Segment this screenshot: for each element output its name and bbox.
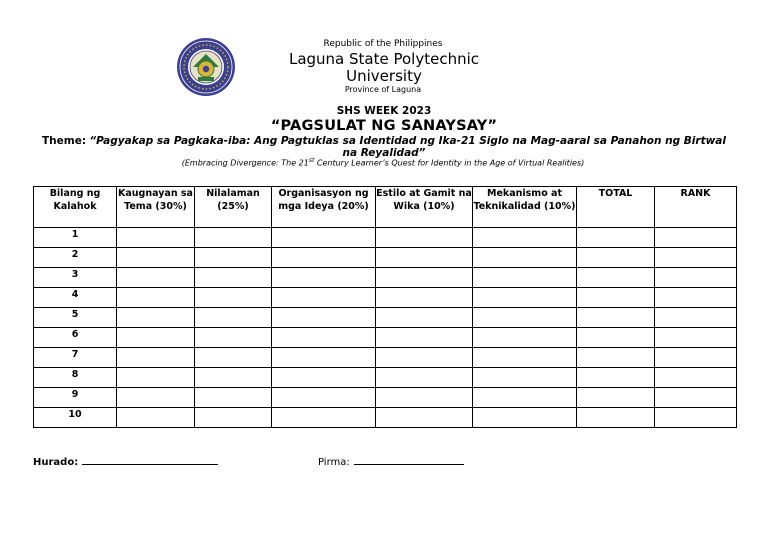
province-label: Province of Laguna bbox=[344, 85, 422, 94]
score-cell[interactable] bbox=[376, 328, 473, 348]
column-header: Nilalaman (25%) bbox=[195, 187, 272, 228]
score-cell[interactable] bbox=[376, 308, 473, 328]
participant-number-cell: 9 bbox=[34, 388, 117, 408]
column-header: Organisasyon ng mga Ideya (20%) bbox=[272, 187, 376, 228]
score-cell[interactable] bbox=[655, 328, 737, 348]
score-cell[interactable] bbox=[272, 388, 376, 408]
participant-number-cell: 4 bbox=[34, 288, 117, 308]
score-cell[interactable] bbox=[655, 308, 737, 328]
judge-label: Hurado: bbox=[33, 457, 79, 468]
score-cell[interactable] bbox=[577, 308, 655, 328]
column-header: Mekanismo at Teknikalidad (10%) bbox=[473, 187, 577, 228]
score-cell[interactable] bbox=[376, 228, 473, 248]
score-cell[interactable] bbox=[473, 268, 577, 288]
university-name-line2: University bbox=[346, 67, 422, 85]
participant-number-cell: 8 bbox=[34, 368, 117, 388]
participant-number-cell: 5 bbox=[34, 308, 117, 328]
participant-number-cell: 2 bbox=[34, 248, 117, 268]
score-cell[interactable] bbox=[195, 408, 272, 428]
score-cell[interactable] bbox=[376, 248, 473, 268]
score-cell[interactable] bbox=[473, 388, 577, 408]
score-cell[interactable] bbox=[195, 288, 272, 308]
translation-pre: (Embracing Divergence: The 21 bbox=[181, 158, 309, 168]
theme-text: “Pagyakap sa Pagkaka-iba: Ang Pagtuklas sa Identidad ng Ika-21 Siglo na Mag-aaral sa Panahon ng Birtwal na Reyalidad” bbox=[89, 135, 726, 159]
score-cell[interactable] bbox=[117, 348, 195, 368]
score-cell[interactable] bbox=[473, 248, 577, 268]
score-cell[interactable] bbox=[272, 368, 376, 388]
table-row bbox=[34, 388, 737, 408]
score-cell[interactable] bbox=[195, 328, 272, 348]
score-cell[interactable] bbox=[655, 388, 737, 408]
table-header-row bbox=[34, 187, 737, 228]
score-cell[interactable] bbox=[577, 228, 655, 248]
score-cell[interactable] bbox=[376, 388, 473, 408]
score-cell[interactable] bbox=[655, 348, 737, 368]
score-cell[interactable] bbox=[272, 248, 376, 268]
score-cell[interactable] bbox=[577, 268, 655, 288]
table-row bbox=[34, 288, 737, 308]
score-cell[interactable] bbox=[272, 228, 376, 248]
contest-title: “PAGSULAT NG SANAYSAY” bbox=[270, 118, 498, 134]
table-row bbox=[34, 228, 737, 248]
score-cell[interactable] bbox=[195, 228, 272, 248]
university-name-line1: Laguna State Polytechnic bbox=[288, 50, 480, 68]
table-row bbox=[34, 308, 737, 328]
score-cell[interactable] bbox=[473, 288, 577, 308]
score-cell[interactable] bbox=[195, 348, 272, 368]
score-cell[interactable] bbox=[376, 288, 473, 308]
score-cell[interactable] bbox=[376, 368, 473, 388]
theme-statement bbox=[40, 135, 728, 159]
score-cell[interactable] bbox=[473, 348, 577, 368]
score-cell[interactable] bbox=[272, 328, 376, 348]
score-cell[interactable] bbox=[473, 408, 577, 428]
table-row bbox=[34, 328, 737, 348]
score-cell[interactable] bbox=[117, 308, 195, 328]
score-cell[interactable] bbox=[473, 328, 577, 348]
score-cell[interactable] bbox=[376, 408, 473, 428]
scoring-table bbox=[33, 186, 737, 428]
republic-label: Republic of the Philippines bbox=[323, 39, 443, 49]
participant-number-cell: 6 bbox=[34, 328, 117, 348]
score-cell[interactable] bbox=[117, 228, 195, 248]
event-title: SHS WEEK 2023 bbox=[336, 105, 432, 117]
score-cell[interactable] bbox=[376, 268, 473, 288]
score-cell[interactable] bbox=[655, 288, 737, 308]
score-cell[interactable] bbox=[655, 408, 737, 428]
score-cell[interactable] bbox=[195, 388, 272, 408]
theme-translation bbox=[0, 157, 766, 168]
score-cell[interactable] bbox=[473, 228, 577, 248]
score-cell[interactable] bbox=[272, 268, 376, 288]
score-cell[interactable] bbox=[577, 368, 655, 388]
table-row bbox=[34, 248, 737, 268]
judge-field bbox=[33, 455, 218, 468]
score-cell[interactable] bbox=[117, 288, 195, 308]
score-cell[interactable] bbox=[117, 408, 195, 428]
signature-label: Pirma: bbox=[318, 457, 350, 468]
score-cell[interactable] bbox=[195, 308, 272, 328]
score-cell[interactable] bbox=[195, 248, 272, 268]
score-cell[interactable] bbox=[655, 268, 737, 288]
score-cell[interactable] bbox=[655, 248, 737, 268]
participant-number-cell: 10 bbox=[34, 408, 117, 428]
table-row bbox=[34, 368, 737, 388]
table-row bbox=[34, 268, 737, 288]
score-cell[interactable] bbox=[195, 368, 272, 388]
score-cell[interactable] bbox=[577, 388, 655, 408]
column-header: TOTAL bbox=[577, 187, 655, 228]
signature-line[interactable] bbox=[354, 455, 464, 465]
score-cell[interactable] bbox=[655, 368, 737, 388]
column-header: Estilo at Gamit na Wika (10%) bbox=[376, 187, 473, 228]
translation-sup: st bbox=[308, 157, 315, 164]
translation-post: Century Learner’s Quest for Identity in the Age of Virtual Realities) bbox=[314, 158, 585, 168]
participant-number-cell: 7 bbox=[34, 348, 117, 368]
judge-name-line[interactable] bbox=[82, 455, 218, 465]
score-cell[interactable] bbox=[117, 388, 195, 408]
score-cell[interactable] bbox=[272, 288, 376, 308]
score-cell[interactable] bbox=[376, 348, 473, 368]
score-cell[interactable] bbox=[117, 328, 195, 348]
participant-number-cell: 1 bbox=[34, 228, 117, 248]
table-row bbox=[34, 408, 737, 428]
score-cell[interactable] bbox=[272, 308, 376, 328]
column-header: RANK bbox=[655, 187, 737, 228]
participant-number-cell: 3 bbox=[34, 268, 117, 288]
score-cell[interactable] bbox=[577, 408, 655, 428]
signature-field bbox=[318, 455, 464, 468]
score-cell[interactable] bbox=[577, 288, 655, 308]
score-cell[interactable] bbox=[577, 348, 655, 368]
score-cell[interactable] bbox=[655, 228, 737, 248]
table-row bbox=[34, 348, 737, 368]
score-cell[interactable] bbox=[577, 328, 655, 348]
score-cell[interactable] bbox=[117, 248, 195, 268]
theme-label: Theme: bbox=[42, 135, 87, 147]
score-cell[interactable] bbox=[272, 348, 376, 368]
score-cell[interactable] bbox=[577, 248, 655, 268]
score-cell[interactable] bbox=[473, 308, 577, 328]
column-header: Bilang ng Kalahok bbox=[34, 187, 117, 228]
score-cell[interactable] bbox=[195, 268, 272, 288]
score-cell[interactable] bbox=[473, 368, 577, 388]
score-cell[interactable] bbox=[272, 408, 376, 428]
column-header: Kaugnayan sa Tema (30%) bbox=[117, 187, 195, 228]
score-cell[interactable] bbox=[117, 268, 195, 288]
score-cell[interactable] bbox=[117, 368, 195, 388]
